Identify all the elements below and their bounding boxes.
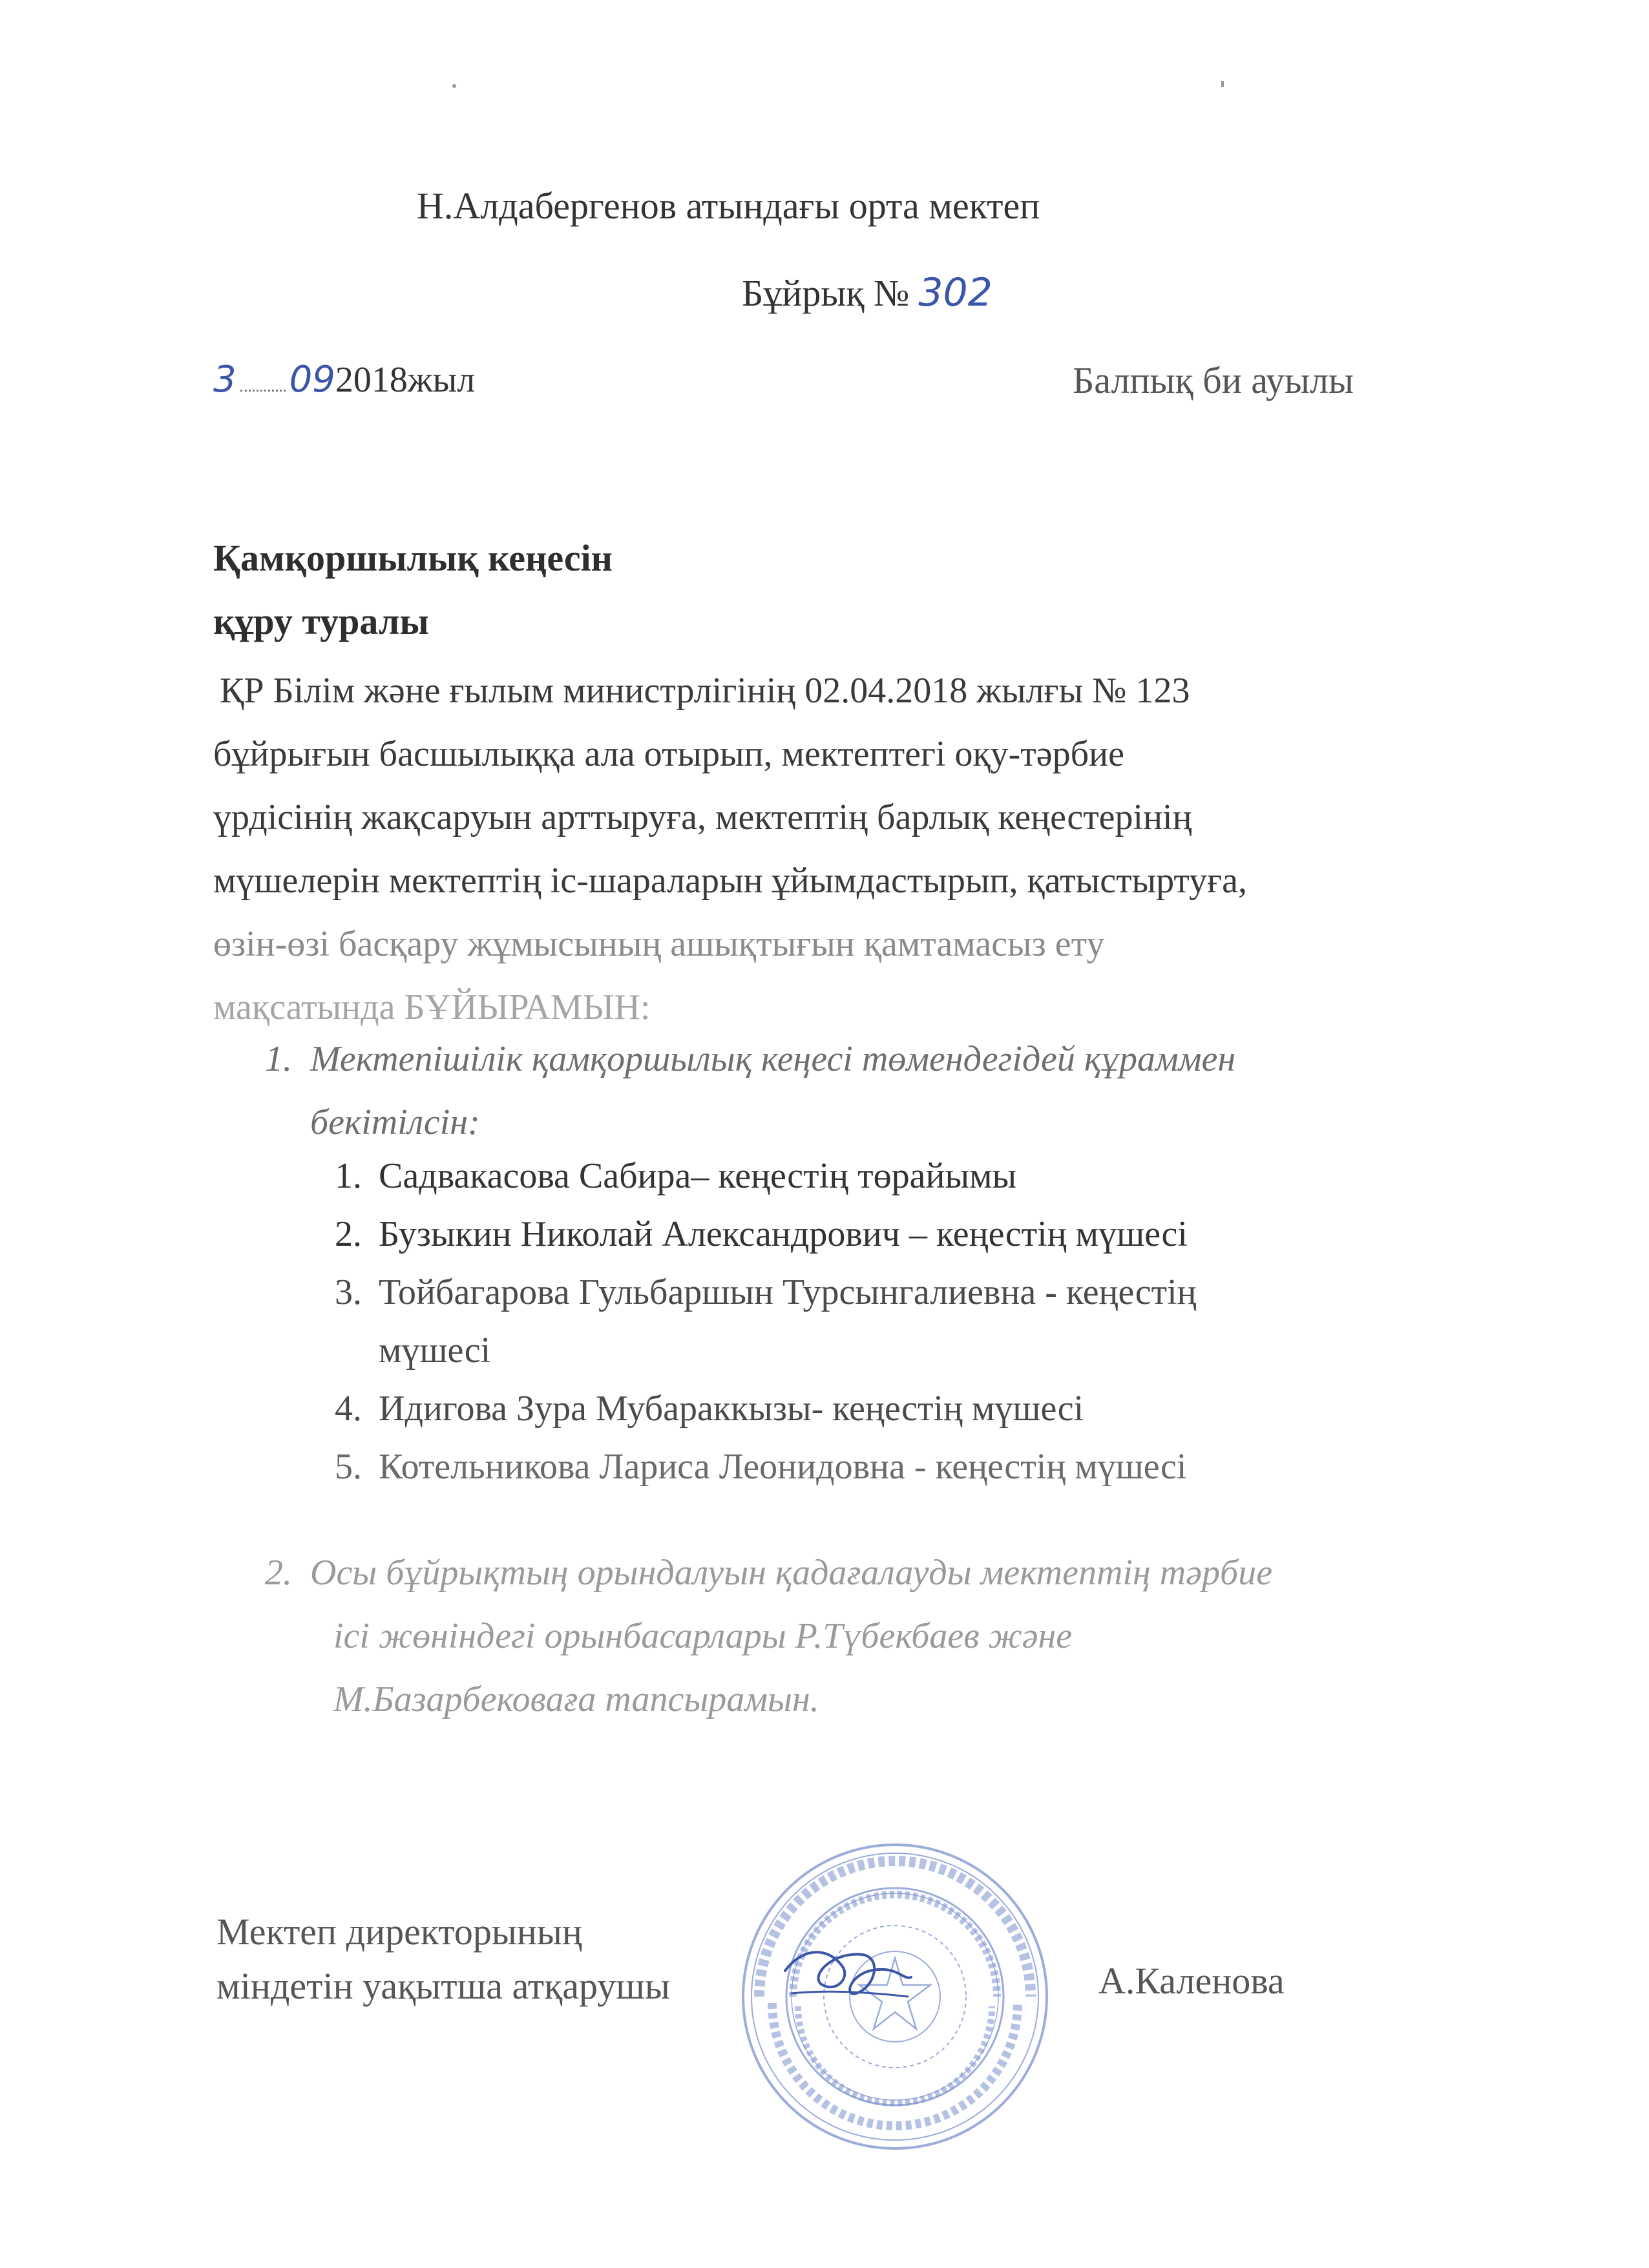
preamble-line: мақсатында БҰЙЫРАМЫН:	[213, 987, 651, 1027]
list-item	[310, 1380, 1197, 1438]
list-item-number: 5.	[335, 1447, 362, 1487]
list-item	[310, 1147, 1197, 1205]
signatory-name: А.Каленова	[1098, 1960, 1285, 2002]
order-item-1	[265, 1027, 1235, 1154]
preamble	[213, 659, 1454, 1039]
signatory-role	[216, 1905, 670, 2013]
order-date	[213, 359, 475, 401]
order-number-line	[742, 270, 993, 315]
list-item-text: Бузыкин Николай Александрович – кеңестің мүшесі	[379, 1214, 1188, 1254]
date-month-handwritten: 09	[289, 359, 335, 401]
preamble-line: өзін-өзі басқару жұмысының ашықтығын қамтамасыз ету	[213, 924, 1105, 964]
council-members-list	[310, 1147, 1197, 1496]
subject-line: құру туралы	[213, 600, 429, 642]
order-item-2	[265, 1541, 1272, 1731]
preamble-line: мүшелерін мектептің іс-шараларын ұйымдастырып, қатыстыртуға,	[213, 861, 1247, 901]
handwritten-signature	[772, 1932, 921, 2022]
list-item-text: Садвакасова Сабира– кеңестің төрайымы	[379, 1156, 1017, 1196]
order-subject	[213, 527, 613, 653]
role-line: міндетін уақытша атқарушы	[216, 1965, 670, 2007]
list-item-text: Идигова Зура Мубараккызы- кеңестің мүшесі	[379, 1389, 1084, 1429]
school-name: Н.Алдабергенов атындағы орта мектеп	[417, 185, 1040, 227]
list-item-continuation: мүшесі	[379, 1330, 491, 1370]
preamble-line: ҚР Білім және ғылым министрлігінің 02.04.2018 жылғы № 123	[220, 671, 1190, 711]
date-year: 2018жыл	[335, 360, 476, 400]
item-number: 1.	[265, 1039, 292, 1079]
order-location: Балпық би ауылы	[1073, 359, 1354, 401]
list-item-text: Котельникова Лариса Леонидовна - кеңестің мүшесі	[379, 1447, 1187, 1487]
item-text: ісі жөніндегі орынбасарлары Р.Түбекбаев және	[333, 1616, 1073, 1656]
list-item-number: 3.	[335, 1272, 362, 1312]
item-text: Осы бұйрықтың орындалуын қадағалауды мектептің тәрбие	[310, 1553, 1273, 1593]
list-item	[310, 1205, 1197, 1263]
list-item-number: 1.	[335, 1156, 362, 1196]
preamble-line: бұйрығын басшылыққа ала отырып, мектептегі оқу-тәрбие	[213, 734, 1124, 774]
list-item	[310, 1438, 1197, 1496]
role-line: Мектеп директорының	[216, 1911, 582, 1953]
item-text: бекітілсін:	[310, 1102, 480, 1142]
list-item-number: 4.	[335, 1389, 362, 1429]
subject-line: Қамқоршылық кеңесін	[213, 537, 613, 579]
order-number-handwritten: 302	[918, 270, 993, 315]
preamble-line: үрдісінің жақсаруын арттыруға, мектептің барлық кеңестерінің	[213, 797, 1192, 837]
scan-speck	[452, 84, 456, 88]
item-text: М.Базарбековаға тапсырамын.	[333, 1679, 819, 1719]
date-blank	[240, 364, 286, 392]
item-text: Мектепішілік қамқоршылық кеңесі төмендегідей құраммен	[310, 1039, 1236, 1079]
date-day-handwritten: 3	[213, 359, 236, 401]
item-number: 2.	[265, 1553, 292, 1593]
list-item-text: Тойбагарова Гульбаршын Турсынгалиевна - кеңестің	[379, 1272, 1197, 1312]
order-label: Бұйрық №	[742, 272, 910, 314]
list-item-number: 2.	[335, 1214, 362, 1254]
scan-speck	[1221, 81, 1224, 87]
list-item	[310, 1263, 1197, 1321]
